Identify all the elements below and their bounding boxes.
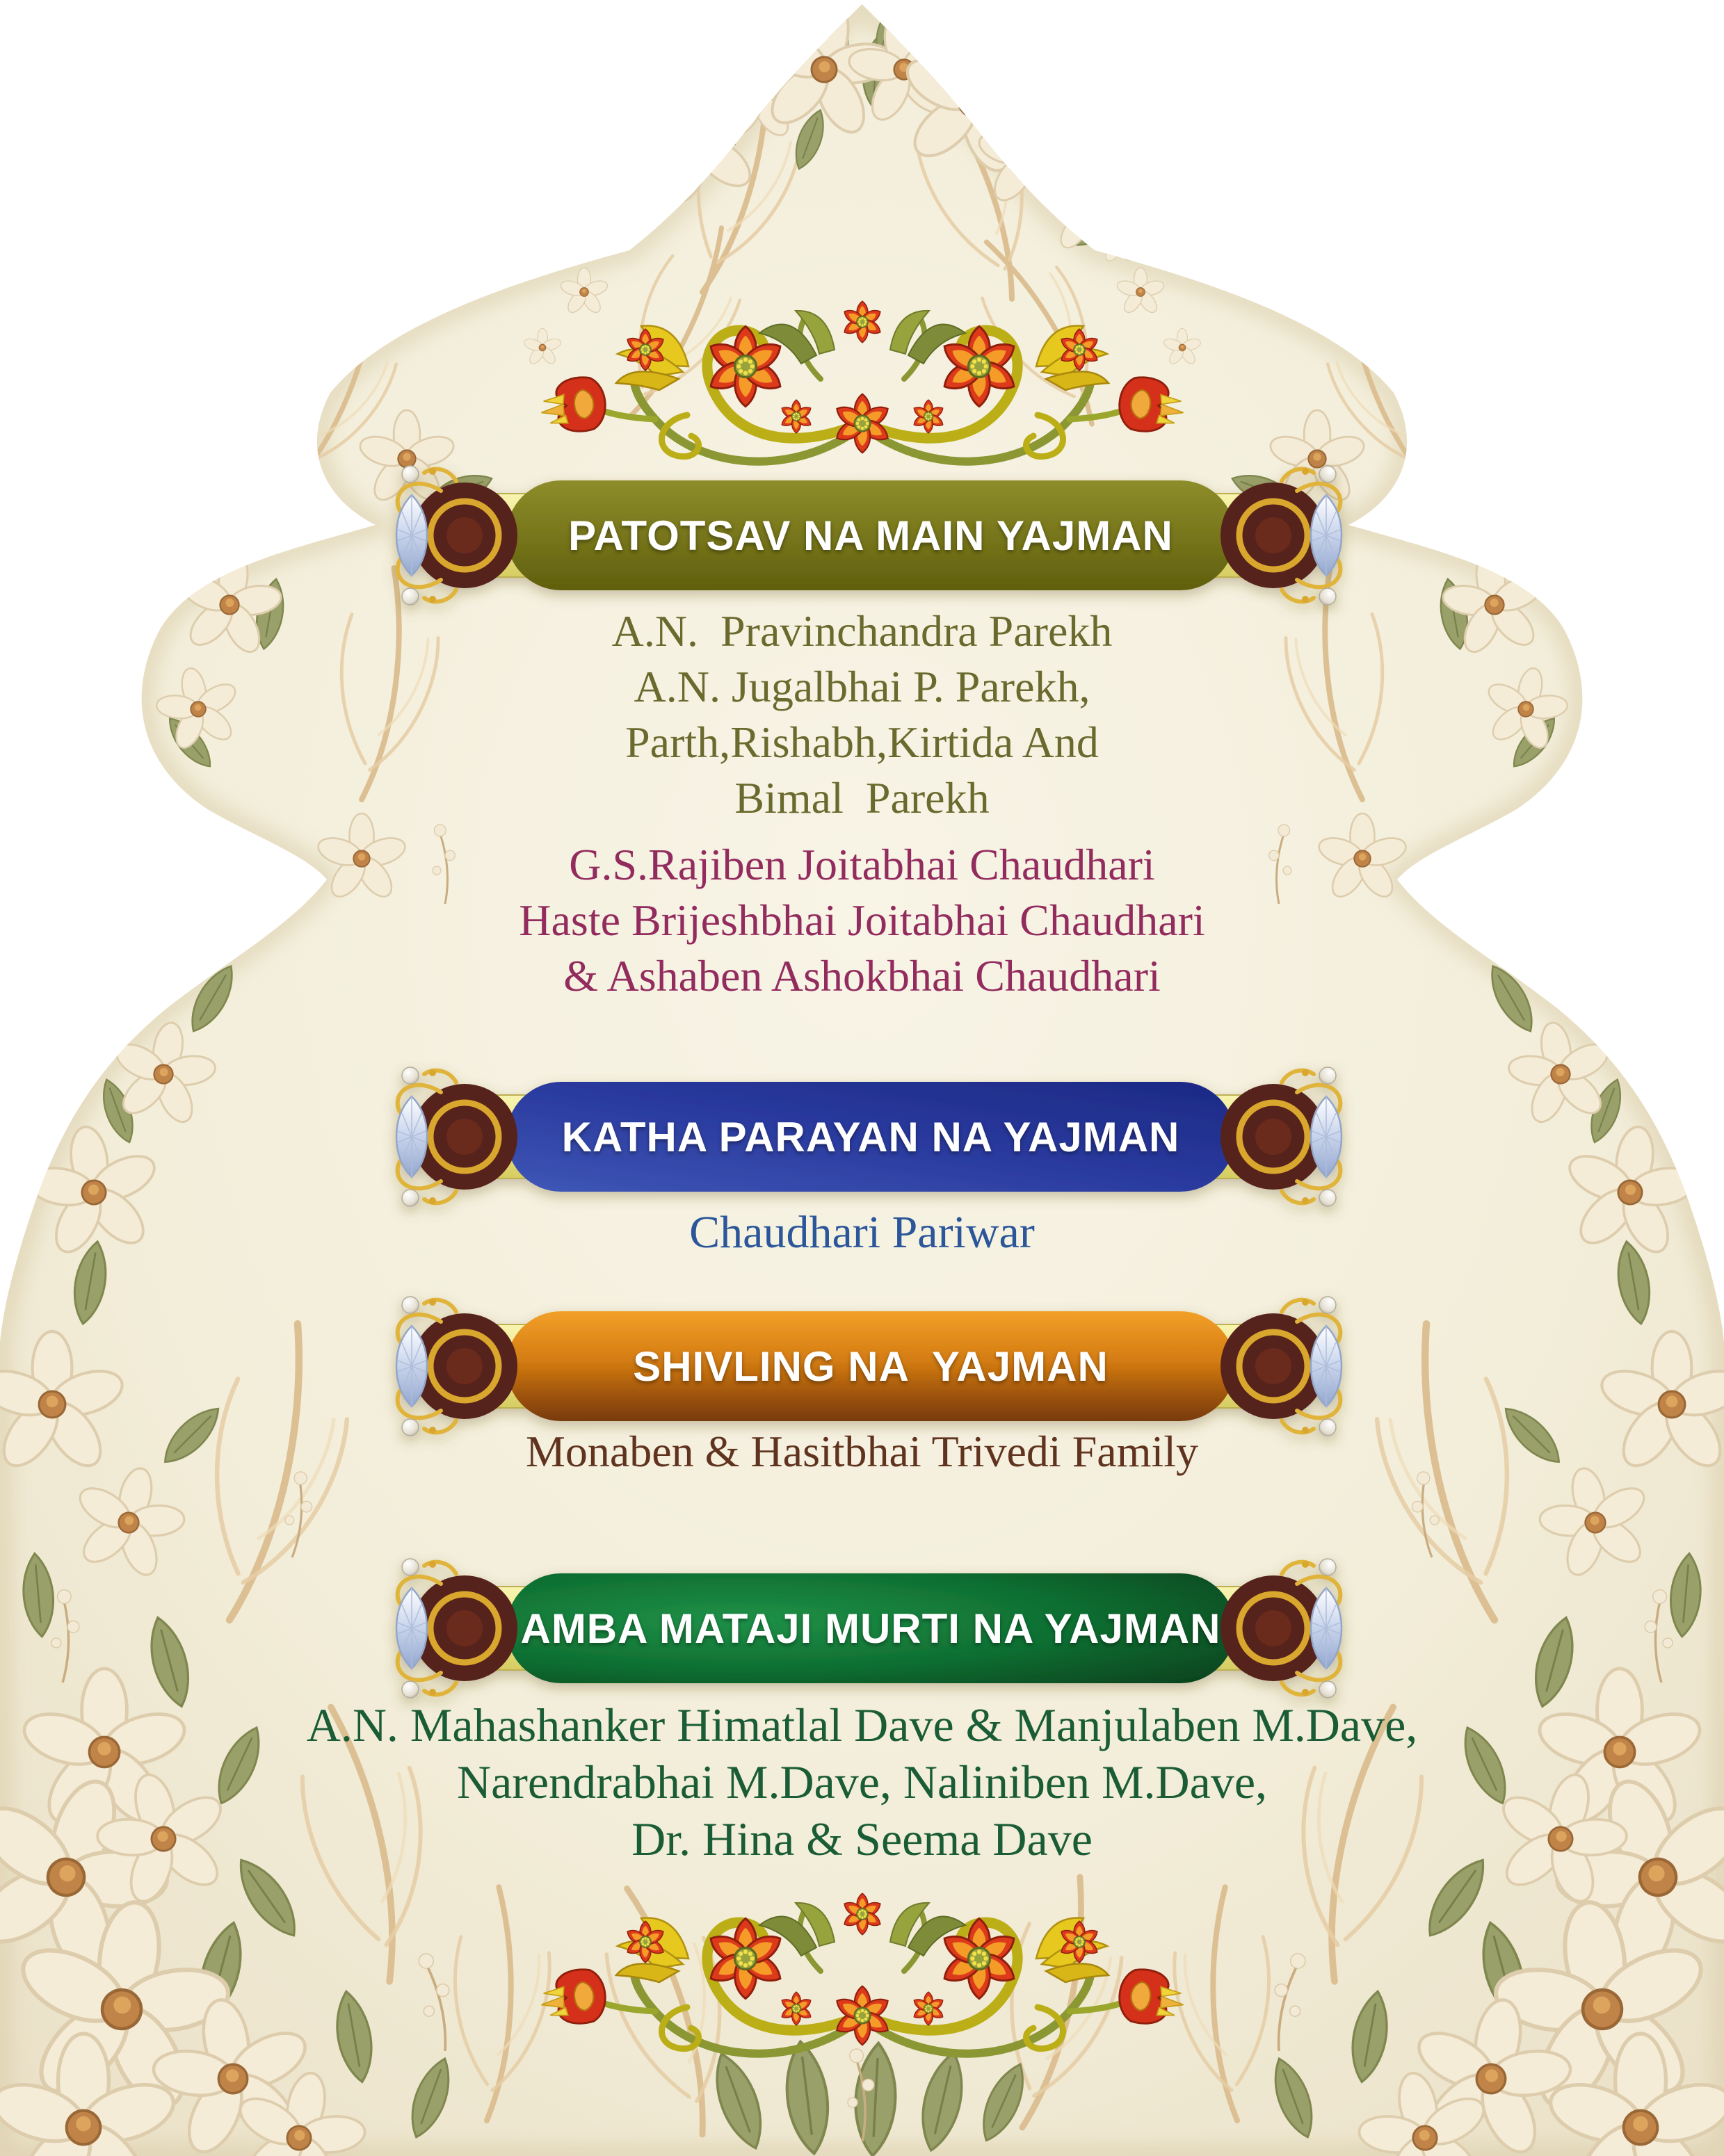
patotsav-main-yajman-names-chaudhari xyxy=(0,837,1724,1004)
name-line: & Ashaben Ashokbhai Chaudhari xyxy=(563,951,1161,1000)
name-line: Chaudhari Pariwar xyxy=(689,1207,1035,1258)
name-line: G.S.Rajiben Joitabhai Chaudhari xyxy=(569,840,1155,889)
name-line: Haste Brijeshbhai Joitabhai Chaudhari xyxy=(519,895,1205,945)
name-line: Monaben & Hasitbhai Trivedi Family xyxy=(525,1427,1199,1476)
name-line: A.N. Pravinchandra Parekh xyxy=(611,606,1113,656)
name-line: Parth,Rishabh,Kirtida And xyxy=(625,718,1099,767)
banner-title-shivling: SHIVLING NA YAJMAN xyxy=(633,1343,1109,1390)
name-line: A.N. Jugalbhai P. Parekh, xyxy=(634,662,1090,711)
banner-title-katha-parayan: KATHA PARAYAN NA YAJMAN xyxy=(561,1113,1180,1160)
amba-mataji-yajman-names xyxy=(0,1696,1724,1867)
banner-title-patotsav: PATOTSAV NA MAIN YAJMAN xyxy=(568,512,1173,559)
name-line: A.N. Mahashanker Himatlal Dave & Manjulaben M.Dave, xyxy=(306,1699,1418,1751)
katha-parayan-yajman-names xyxy=(0,1205,1724,1261)
name-line: Bimal Parekh xyxy=(734,773,990,822)
shivling-yajman-names xyxy=(0,1424,1724,1480)
name-line: Narendrabhai M.Dave, Naliniben M.Dave, xyxy=(456,1756,1268,1808)
banner-title-amba-mataji: AMBA MATAJI MURTI NA YAJMAN xyxy=(520,1605,1221,1652)
name-line: Dr. Hina & Seema Dave xyxy=(631,1813,1093,1865)
patotsav-main-yajman-names-parekh xyxy=(0,603,1724,826)
